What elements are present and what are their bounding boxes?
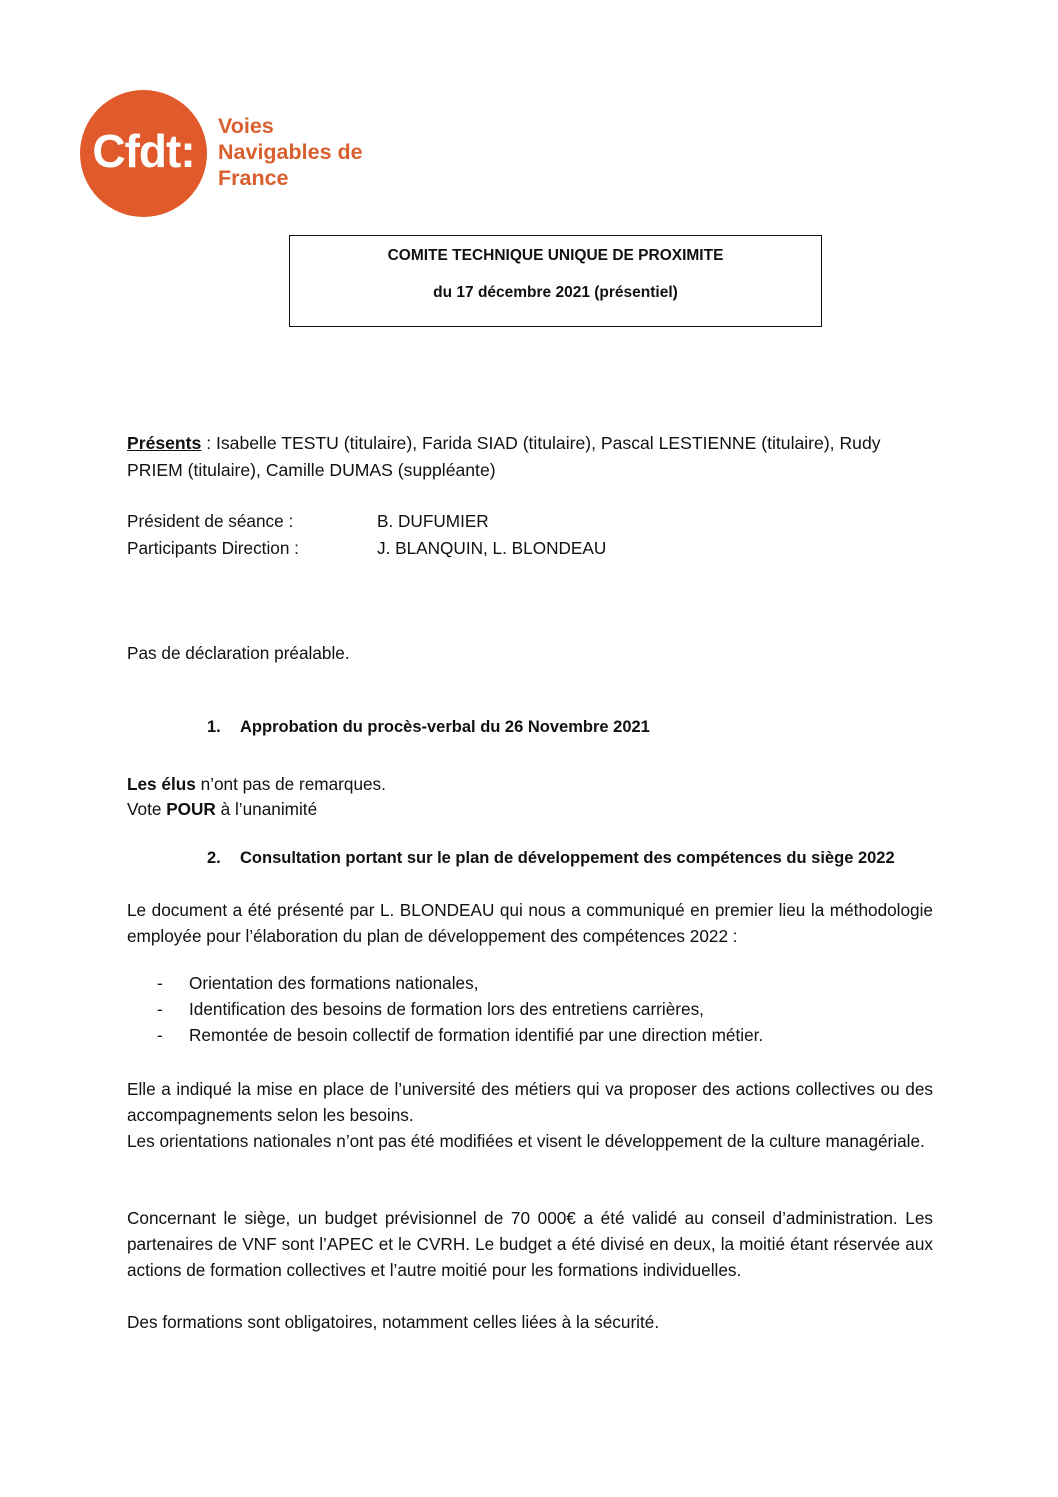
bullet-dash: - xyxy=(157,999,163,1019)
section-2-intro: Le document a été présenté par L. BLONDEAU qui nous a communiqué en premier lieu la méthodologie employée pour l’élaboration du plan de développement des compétences 2022 : xyxy=(127,900,933,946)
president-value: B. DUFUMIER xyxy=(377,511,489,531)
logo-text xyxy=(218,113,363,191)
section-1-vote xyxy=(127,796,317,822)
text: Vote xyxy=(127,799,167,819)
presents-sep: : xyxy=(201,433,216,453)
no-declaration: Pas de déclaration préalable. xyxy=(127,643,350,663)
section-title: Consultation portant sur le plan de développement des compétences du siège 2022 xyxy=(240,849,895,867)
section-2-heading xyxy=(207,849,895,868)
bullet-dash: - xyxy=(157,1025,163,1045)
presents-names: Isabelle TESTU (titulaire), Farida SIAD (titulaire), Pascal LESTIENNE (titulaire), Rudy xyxy=(216,433,881,453)
section-number: 2. xyxy=(207,849,221,867)
logo-text-line: Navigables de xyxy=(218,140,363,164)
text: à l’unanimité xyxy=(215,799,318,819)
section-title: Approbation du procès-verbal du 26 Novembre 2021 xyxy=(240,718,650,736)
presents-line-2: PRIEM (titulaire), Camille DUMAS (suppléante) xyxy=(127,460,496,480)
presents-line xyxy=(127,430,881,456)
document-date: du 17 décembre 2021 (présentiel) xyxy=(433,284,678,301)
list-item-text: Remontée de besoin collectif de formation identifié par une direction métier. xyxy=(189,1025,764,1045)
list-item-text: Identification des besoins de formation lors des entretiens carrières, xyxy=(189,999,704,1019)
logo-text-line: Voies xyxy=(218,114,274,138)
president-label: Président de séance : xyxy=(127,511,294,531)
section-1-remarks xyxy=(127,771,386,797)
document-title: COMITE TECHNIQUE UNIQUE DE PROXIMITE xyxy=(387,247,724,264)
paragraph-obligatoires: Des formations sont obligatoires, notamment celles liées à la sécurité. xyxy=(127,1312,660,1332)
paragraph-universite: Elle a indiqué la mise en place de l’université des métiers qui va proposer des actions collectives ou des accompagnements selon les besoins. xyxy=(127,1079,933,1125)
title-box xyxy=(289,235,822,327)
participants-value: J. BLANQUIN, L. BLONDEAU xyxy=(377,538,607,558)
section-number: 1. xyxy=(207,718,221,736)
logo-text-line: France xyxy=(218,166,289,190)
bullet-dash: - xyxy=(157,973,163,993)
section-1-heading xyxy=(207,718,650,737)
bold-text: POUR xyxy=(166,799,216,819)
paragraph-orientations: Les orientations nationales n’ont pas été modifiées et visent le développement de la culture managériale. xyxy=(127,1131,925,1151)
participants-label: Participants Direction : xyxy=(127,538,299,558)
logo-mark: Cfdt: xyxy=(92,125,195,177)
bold-text: Les élus xyxy=(127,774,196,794)
text: n’ont pas de remarques. xyxy=(195,774,386,794)
presents-label: Présents xyxy=(127,433,202,453)
list-item-text: Orientation des formations nationales, xyxy=(189,973,479,993)
paragraph-budget: Concernant le siège, un budget prévisionnel de 70 000€ a été validé au conseil d’administration. Les partenaires de VNF sont l’APEC et le CVRH. Le budget a été divisé en deux, la moitié étant réservée aux actions de formation collectives et l’autre moitié pour les formations individuelles. xyxy=(127,1208,933,1280)
cfdt-logo xyxy=(80,90,207,217)
